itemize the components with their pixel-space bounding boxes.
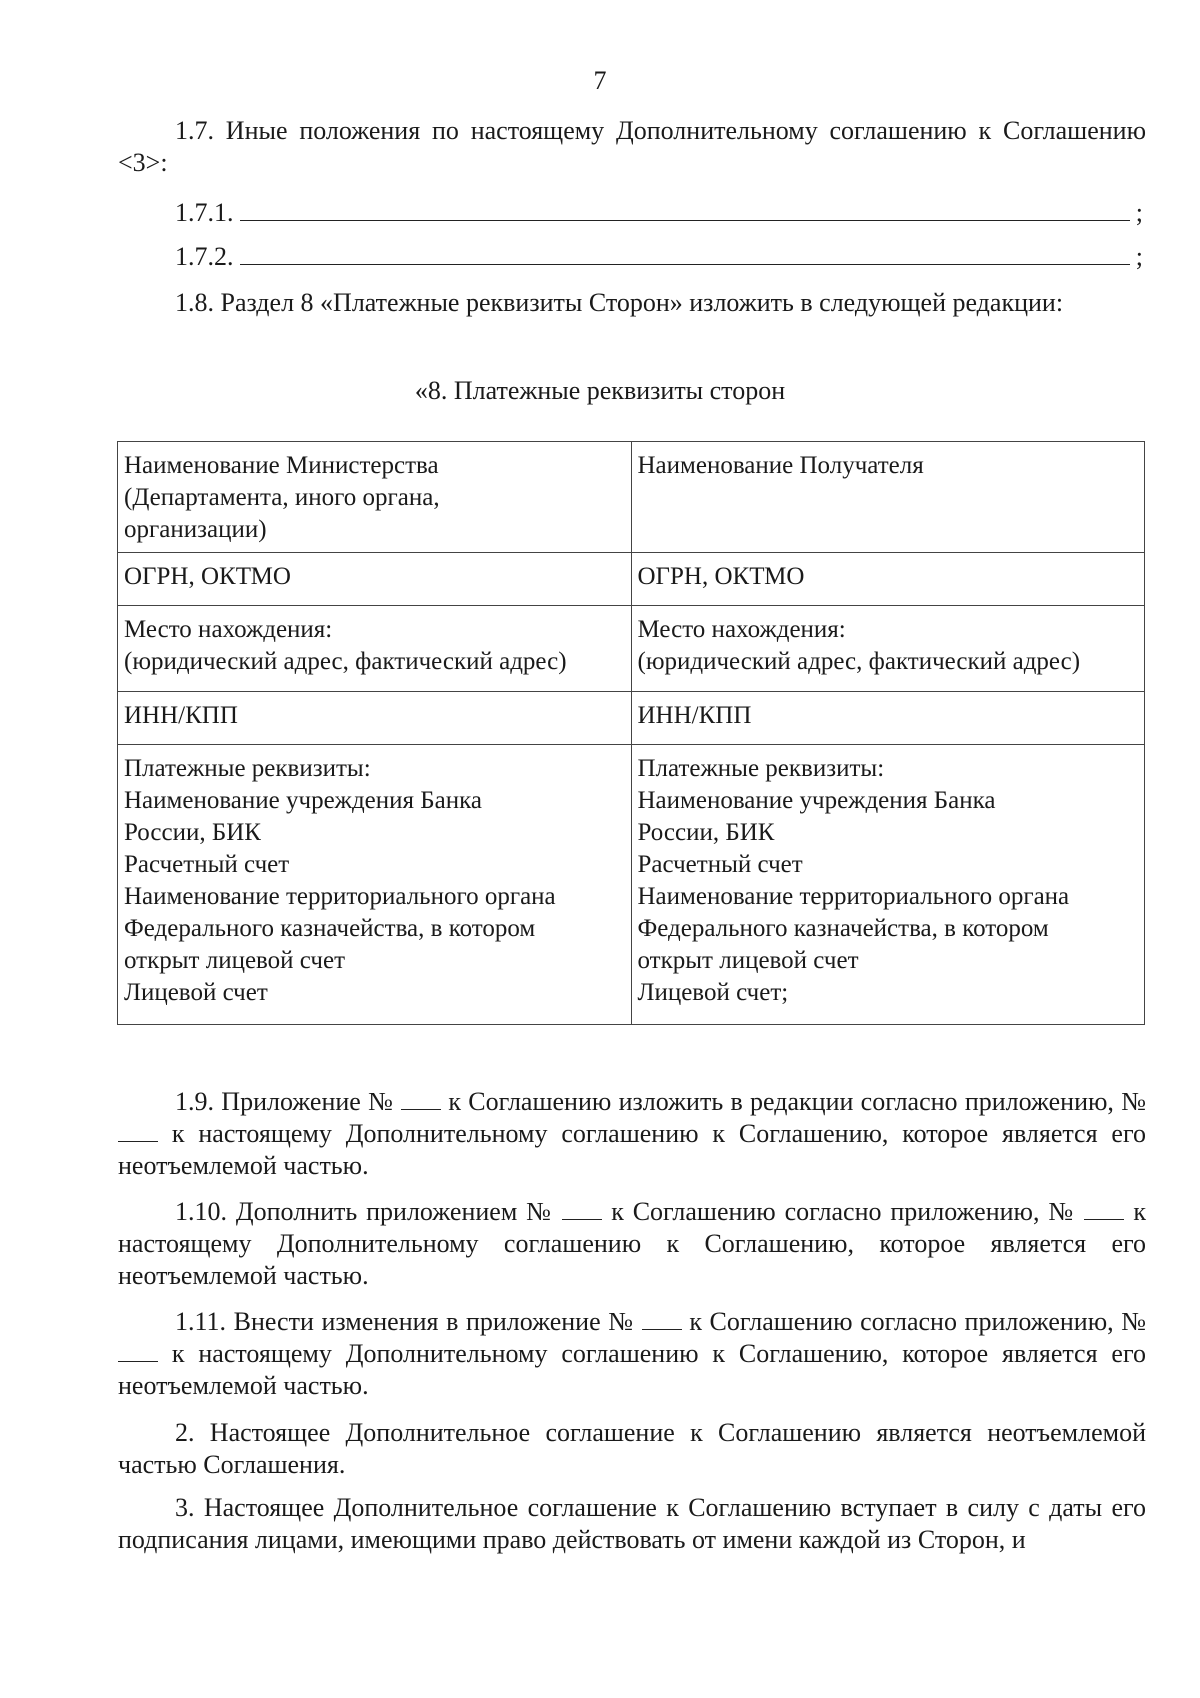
text-part: 1.10. Дополнить приложением № bbox=[175, 1197, 554, 1226]
table-cell: Платежные реквизиты: Наименование учреждения Банка России, БИК Расчетный счет Наименование территориального органа Федерального казначейства, в котором открыт лицевой счет Лицевой счет bbox=[118, 745, 632, 1025]
paragraph-1-7: 1.7. Иные положения по настоящему Дополнительному соглашению к Соглашению <3>: bbox=[118, 116, 1146, 177]
blank-line-1-7-1 bbox=[175, 197, 1143, 229]
blank-field bbox=[642, 1309, 682, 1330]
table-cell: ИНН/КПП bbox=[631, 692, 1145, 745]
blank-field bbox=[118, 1121, 158, 1142]
table-row bbox=[118, 553, 1145, 606]
requisites-table bbox=[117, 441, 1145, 1025]
text-part: 1.9. Приложение № bbox=[175, 1087, 394, 1116]
paragraph-1-11 bbox=[118, 1306, 1146, 1402]
text-part: к Соглашению согласно приложению, № bbox=[689, 1307, 1147, 1336]
table-row bbox=[118, 606, 1145, 692]
paragraph-3: 3. Настоящее Дополнительное соглашение к Соглашению вступает в силу с даты его подписания лицами, имеющими право действовать от имени каждой из Сторон, и bbox=[118, 1493, 1146, 1554]
paragraph-2: 2. Настоящее Дополнительное соглашение к Соглашению является неотъемлемой частью Соглашения. bbox=[118, 1418, 1146, 1479]
table-cell: ОГРН, ОКТМО bbox=[118, 553, 632, 606]
table-cell: Наименование Получателя bbox=[631, 442, 1145, 553]
table-cell: Наименование Министерства (Департамента, иного органа, организации) bbox=[118, 442, 632, 553]
fill-in-line bbox=[240, 242, 1130, 265]
text-part: к Соглашению изложить в редакции согласно приложению, № bbox=[448, 1087, 1147, 1116]
table-cell: ИНН/КПП bbox=[118, 692, 632, 745]
blank-line-end: ; bbox=[1135, 242, 1143, 271]
blank-field bbox=[118, 1341, 158, 1362]
blank-line-end: ; bbox=[1135, 198, 1143, 227]
blank-field bbox=[401, 1089, 441, 1110]
blank-field bbox=[562, 1199, 602, 1220]
paragraph-1-9 bbox=[118, 1086, 1146, 1182]
text-part: к настоящему Дополнительному соглашению к Соглашению, которое является его неотъемлемой частью. bbox=[118, 1119, 1146, 1180]
paragraph-1-8: 1.8. Раздел 8 «Платежные реквизиты Сторон» изложить в следующей редакции: bbox=[175, 288, 1064, 317]
text-part: к настоящему Дополнительному соглашению к Соглашению, которое является его неотъемлемой частью. bbox=[118, 1197, 1147, 1290]
fill-in-line bbox=[240, 198, 1130, 221]
text-part: 1.11. Внести изменения в приложение № bbox=[175, 1307, 635, 1336]
table-row bbox=[118, 745, 1145, 1025]
table-cell: Место нахождения: (юридический адрес, фактический адрес) bbox=[118, 606, 632, 692]
blank-line-label: 1.7.2. bbox=[175, 242, 234, 271]
blank-field bbox=[1084, 1199, 1124, 1220]
table-row bbox=[118, 692, 1145, 745]
table-row bbox=[118, 442, 1145, 553]
section-heading: «8. Платежные реквизиты сторон bbox=[414, 376, 786, 405]
blank-line-1-7-2 bbox=[175, 241, 1143, 273]
text-part: к Соглашению согласно приложению, № bbox=[611, 1197, 1076, 1226]
table-cell: Место нахождения: (юридический адрес, фактический адрес) bbox=[631, 606, 1145, 692]
blank-line-label: 1.7.1. bbox=[175, 198, 234, 227]
table-cell: Платежные реквизиты: Наименование учреждения Банка России, БИК Расчетный счет Наименование территориального органа Федерального казначейства, в котором открыт лицевой счет Лицевой счет; bbox=[631, 745, 1145, 1025]
text-part: к настоящему Дополнительному соглашению к Соглашению, которое является его неотъемлемой частью. bbox=[118, 1339, 1146, 1400]
paragraph-1-10 bbox=[118, 1196, 1146, 1292]
page-number: 7 bbox=[593, 66, 607, 95]
table-cell: ОГРН, ОКТМО bbox=[631, 553, 1145, 606]
